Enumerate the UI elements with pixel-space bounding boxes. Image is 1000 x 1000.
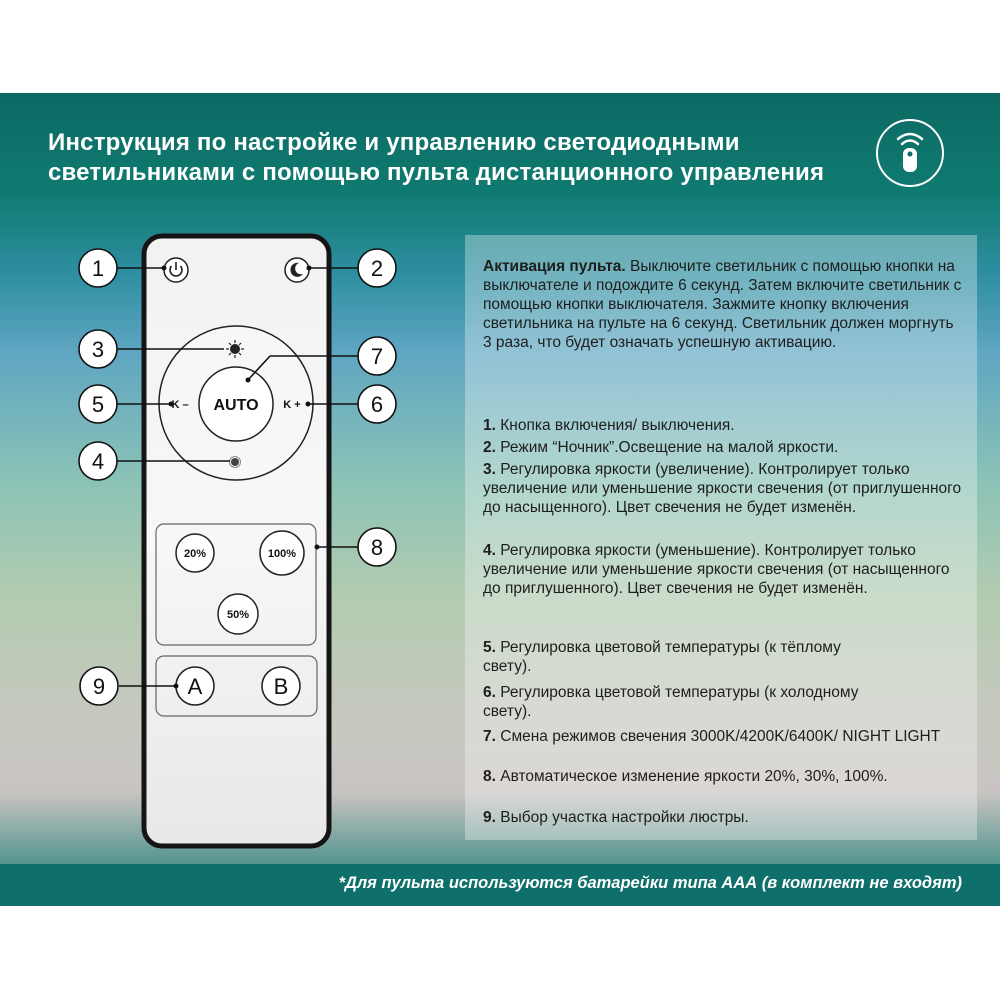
item-number: 9. xyxy=(483,809,496,826)
btn-20-label: 20% xyxy=(183,548,207,560)
activation-paragraph xyxy=(483,257,963,352)
callout-9: 9 xyxy=(92,674,106,699)
activation-text: Выключите светильник с помощью кнопки на выключателе и подождите 6 секунд. Затем включите светильник с помощью кнопки выключателя. Зажмите кнопку включения светильника на пульте на 6 секунд. Светильник должен моргнуть 3 раза, что будет означать успешную активацию. xyxy=(483,258,962,351)
item-text: Автоматическое изменение яркости 20%, 30%, 100%. xyxy=(500,768,888,785)
k-plus-label: K + xyxy=(283,399,301,411)
callout-3: 3 xyxy=(91,337,105,362)
power-button xyxy=(164,258,188,282)
item-number: 8. xyxy=(483,768,496,785)
list-item xyxy=(483,767,963,786)
list-item xyxy=(483,416,953,435)
item-text: Выбор участка настройки люстры. xyxy=(500,809,749,826)
btn-a-label: A xyxy=(187,674,203,699)
item-number: 5. xyxy=(483,639,496,656)
brightness-down-icon xyxy=(230,457,241,468)
item-text: Режим “Ночник”.Освещение на малой яркости. xyxy=(500,439,839,456)
night-mode-button xyxy=(285,258,309,282)
item-number: 7. xyxy=(483,728,496,745)
k-minus-label: K – xyxy=(171,399,189,411)
callout-4: 4 xyxy=(91,449,105,474)
item-number: 4. xyxy=(483,542,496,559)
item-text: Регулировка цветовой температуры (к тёплому свету). xyxy=(483,639,841,675)
callout-2: 2 xyxy=(370,256,384,281)
list-item xyxy=(483,638,883,676)
list-item xyxy=(483,808,963,827)
item-number: 6. xyxy=(483,684,496,701)
item-text: Регулировка яркости (увеличение). Контролирует только увеличение или уменьшение яркости свечения (от приглушенного до насыщенного). Цвет свечения не будет изменён. xyxy=(483,461,962,516)
auto-label: AUTO xyxy=(213,397,259,414)
item-number: 1. xyxy=(483,417,496,434)
list-item xyxy=(483,683,883,721)
activation-title: Активация пульта. xyxy=(483,258,626,275)
item-text: Регулировка яркости (уменьшение). Контролирует только увеличение или уменьшение яркости свечения (от насыщенного до приглушенного). Цвет свечения не будет изменён. xyxy=(483,542,950,597)
btn-50-label: 50% xyxy=(226,609,250,621)
callout-5: 5 xyxy=(91,392,105,417)
btn-b-label: B xyxy=(273,674,289,699)
list-item xyxy=(483,727,973,746)
callout-6: 6 xyxy=(370,392,384,417)
list-item xyxy=(483,460,968,517)
item-number: 2. xyxy=(483,439,496,456)
callout-7: 7 xyxy=(370,344,384,369)
callout-1: 1 xyxy=(91,256,105,281)
list-item xyxy=(483,438,953,457)
item-number: 3. xyxy=(483,461,496,478)
item-text: Регулировка цветовой температуры (к холодному свету). xyxy=(483,684,859,720)
battery-note: *Для пульта используются батарейки типа ААА (в комплект не входят) xyxy=(338,874,962,892)
list-item xyxy=(483,541,968,598)
btn-100-label: 100% xyxy=(267,548,297,560)
item-text: Смена режимов свечения 3000K/4200K/6400K/ NIGHT LIGHT xyxy=(500,728,941,745)
title-line-1: Инструкция по настройке и управлению светодиодными xyxy=(48,129,740,156)
title-line-2: светильниками с помощью пульта дистанционного управления xyxy=(48,159,825,186)
item-text: Кнопка включения/ выключения. xyxy=(500,417,735,434)
callout-8: 8 xyxy=(370,535,384,560)
